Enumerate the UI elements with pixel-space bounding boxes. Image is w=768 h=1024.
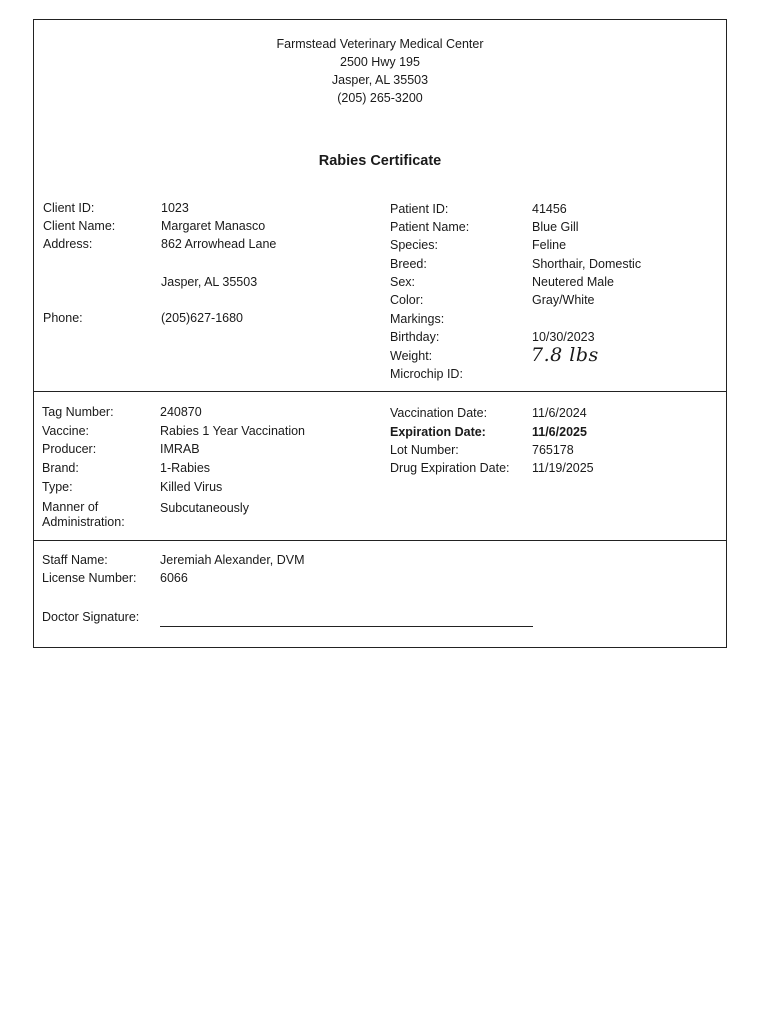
vaccine-value: Rabies 1 Year Vaccination bbox=[160, 424, 306, 438]
client-name-value: Margaret Manasco bbox=[161, 219, 266, 233]
type-label: Type: bbox=[42, 480, 73, 494]
client-address-label: Address: bbox=[43, 237, 93, 251]
sex-value: Neutered Male bbox=[532, 275, 614, 289]
color-label: Color: bbox=[390, 293, 424, 307]
staff-name-label: Staff Name: bbox=[42, 553, 108, 567]
species-value: Feline bbox=[532, 238, 567, 252]
sex-label: Sex: bbox=[390, 275, 416, 289]
signature-line bbox=[160, 626, 533, 627]
doctor-signature-label: Doctor Signature: bbox=[42, 610, 140, 624]
section-divider-1 bbox=[34, 391, 726, 392]
brand-value: 1-Rabies bbox=[160, 461, 211, 475]
tag-number-value: 240870 bbox=[160, 405, 202, 419]
expiration-date-label: Expiration Date: bbox=[390, 425, 486, 439]
clinic-address-line1: 2500 Hwy 195 bbox=[340, 55, 420, 69]
clinic-phone: (205) 265-3200 bbox=[337, 91, 423, 105]
patient-id-label: Patient ID: bbox=[390, 202, 449, 216]
manner-of-administration-value: Subcutaneously bbox=[160, 501, 249, 515]
drug-expiration-date-label: Drug Expiration Date: bbox=[390, 461, 510, 475]
certificate-title: Rabies Certificate bbox=[318, 153, 442, 169]
brand-label: Brand: bbox=[42, 461, 79, 475]
producer-value: IMRAB bbox=[160, 442, 200, 456]
expiration-date-value: 11/6/2025 bbox=[532, 425, 587, 439]
license-number-label: License Number: bbox=[42, 571, 137, 585]
section-divider-2 bbox=[34, 540, 726, 541]
client-id-label: Client ID: bbox=[43, 201, 95, 215]
weight-handwritten-value: 7.8 lbs bbox=[531, 344, 599, 366]
tag-number-label: Tag Number: bbox=[42, 405, 114, 419]
breed-label: Breed: bbox=[390, 257, 427, 271]
client-name-label: Client Name: bbox=[43, 219, 116, 233]
rabies-certificate-form bbox=[33, 19, 727, 648]
patient-name-value: Blue Gill bbox=[532, 220, 579, 234]
manner-of-administration-label: Manner of Administration: bbox=[42, 500, 125, 529]
type-value: Killed Virus bbox=[160, 480, 223, 494]
client-phone-value: (205)627-1680 bbox=[161, 311, 244, 325]
client-address-line1: 862 Arrowhead Lane bbox=[161, 237, 277, 251]
client-phone-label: Phone: bbox=[43, 311, 83, 325]
color-value: Gray/White bbox=[532, 293, 595, 307]
producer-label: Producer: bbox=[42, 442, 97, 456]
microchip-label: Microchip ID: bbox=[390, 367, 463, 381]
lot-number-label: Lot Number: bbox=[390, 443, 459, 457]
markings-label: Markings: bbox=[390, 312, 445, 326]
client-address-line2: Jasper, AL 35503 bbox=[161, 275, 258, 289]
patient-id-value: 41456 bbox=[532, 202, 567, 216]
vaccination-date-label: Vaccination Date: bbox=[390, 406, 488, 420]
staff-name-value: Jeremiah Alexander, DVM bbox=[160, 553, 305, 567]
birthday-value: 10/30/2023 bbox=[532, 330, 595, 344]
species-label: Species: bbox=[390, 238, 438, 252]
birthday-label: Birthday: bbox=[390, 330, 440, 344]
weight-label: Weight: bbox=[390, 349, 433, 363]
breed-value: Shorthair, Domestic bbox=[532, 257, 642, 271]
vaccination-date-value: 11/6/2024 bbox=[532, 406, 587, 420]
clinic-address-line2: Jasper, AL 35503 bbox=[331, 73, 429, 87]
client-id-value: 1023 bbox=[161, 201, 189, 215]
drug-expiration-date-value: 11/19/2025 bbox=[532, 461, 594, 475]
lot-number-value: 765178 bbox=[532, 443, 574, 457]
vaccine-label: Vaccine: bbox=[42, 424, 90, 438]
license-number-value: 6066 bbox=[160, 571, 188, 585]
clinic-name: Farmstead Veterinary Medical Center bbox=[276, 37, 484, 51]
patient-name-label: Patient Name: bbox=[390, 220, 470, 234]
